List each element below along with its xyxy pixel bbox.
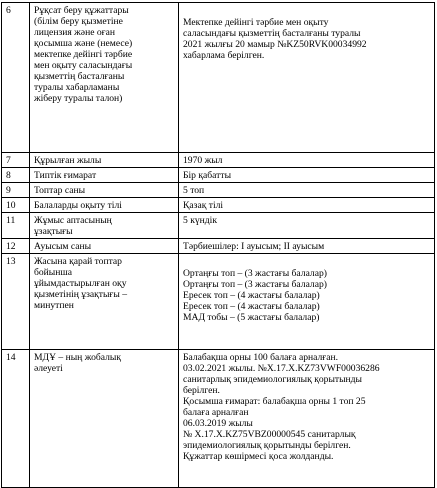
value-line: санитарлық эпидемиологиялық қорытынды [183, 374, 362, 385]
value-line: хабарлама берілген. [183, 50, 265, 61]
label-line: минутпен [34, 300, 74, 311]
row-value [179, 183, 435, 198]
value-line: № Х.17.Х.KZ75VBZ00000545 санитарлық [183, 429, 356, 440]
row-label [30, 153, 179, 168]
table-row [2, 254, 435, 350]
table-row [2, 213, 435, 239]
value-line: Қазақ тілі [183, 200, 224, 211]
value-line: 1970 жыл [183, 155, 223, 166]
table-row [2, 183, 435, 198]
value-line: Тәрбиешілер: І ауысым; ІІ ауысым [183, 241, 325, 252]
row-label [30, 168, 179, 183]
row-number: 14 [2, 350, 30, 488]
value-line: 03.02.2021 жылы. №Х.17.Х.KZ73VWF00036286 [183, 363, 380, 374]
row-number: 6 [2, 3, 30, 153]
row-number: 8 [2, 168, 30, 183]
label-line: Типтік ғимарат [34, 170, 97, 181]
label-line: әлеуеті [34, 363, 63, 374]
value-line: Ортаңғы топ – (3 жастағы балалар) [183, 268, 327, 279]
row-label [30, 239, 179, 254]
row-number: 13 [2, 254, 30, 350]
row-value [179, 3, 435, 153]
table-row [2, 198, 435, 213]
value-line: Қосымша ғимарат: балабақша орны 1 топ 25 [183, 396, 366, 407]
value-line: Ересек топ – (4 жастағы балалар) [183, 301, 320, 312]
label-line: МДҰ – ның жобалық [34, 352, 122, 363]
label-line: Жұмыс аптасының [34, 215, 112, 226]
label-line: мен оқыту саласындағы [34, 60, 133, 71]
label-line: қызметінің ұзақтығы – [34, 289, 128, 300]
row-number: 10 [2, 198, 30, 213]
info-table-body [2, 3, 435, 488]
table-row [2, 168, 435, 183]
value-line: Бір қабатты [183, 170, 232, 181]
label-line: қосымша және (немесе) [34, 38, 133, 49]
value-line: Балабақша орны 100 балаға арналған. [183, 352, 339, 363]
table-row [2, 350, 435, 488]
info-table [1, 2, 435, 488]
label-line: Құрылған жылы [34, 155, 102, 166]
row-value [179, 350, 435, 488]
label-line: ұйымдастырылған оқу [34, 278, 127, 289]
row-label [30, 350, 179, 488]
table-row [2, 153, 435, 168]
row-number: 9 [2, 183, 30, 198]
label-line: Балаларды оқыту тілі [34, 200, 122, 211]
row-number: 12 [2, 239, 30, 254]
row-value [179, 198, 435, 213]
row-value [179, 168, 435, 183]
value-line: саласындағы қызметтің басталғаны туралы [183, 28, 361, 39]
value-line: балаға арналған [183, 407, 249, 418]
row-value [179, 254, 435, 350]
value-line: 06.03.2019 жылы [183, 418, 253, 429]
row-number: 7 [2, 153, 30, 168]
row-label [30, 3, 179, 153]
label-line: қызметтің басталғаны [34, 71, 125, 82]
row-number: 11 [2, 213, 30, 239]
label-line: Жасына қарай топтар [34, 256, 122, 267]
row-value [179, 213, 435, 239]
row-label [30, 198, 179, 213]
value-line: 5 күндік [183, 215, 217, 226]
row-value [179, 153, 435, 168]
row-label [30, 213, 179, 239]
value-line: Құжаттар көшірмесі қоса жолданды. [183, 451, 334, 462]
value-line: Ересек топ – (4 жастағы балалар) [183, 290, 320, 301]
value-line: Мектепке дейінгі тәрбие мен оқыту [183, 17, 329, 28]
table-row [2, 239, 435, 254]
value-line: 5 топ [183, 185, 205, 196]
value-line: берілген. [183, 385, 220, 396]
value-line: 2021 жылғы 20 мамыр №KZ50RVK00034992 [183, 39, 367, 50]
label-line: жіберу туралы талон) [34, 93, 123, 104]
label-line: Ауысым саны [34, 241, 92, 252]
label-line: (білім беру қызметіне [34, 16, 123, 27]
value-line: Ортаңғы топ – (3 жастағы балалар) [183, 279, 327, 290]
label-line: Рұқсат беру құжаттары [34, 5, 129, 16]
label-line: бойынша [34, 267, 73, 278]
label-line: лицензия және оған [34, 27, 115, 38]
label-line: Топтар саны [34, 185, 86, 196]
label-line: мектепке дейінгі тәрбие [34, 49, 133, 60]
label-line: туралы хабарламаны [34, 82, 120, 93]
value-line: эпидемиологиялық қорытынды берілген. [183, 440, 351, 451]
label-line: ұзақтығы [34, 226, 73, 237]
row-value [179, 239, 435, 254]
table-row [2, 3, 435, 153]
value-line: МАД тобы – (5 жастағы балалар) [183, 312, 320, 323]
row-label [30, 183, 179, 198]
row-label [30, 254, 179, 350]
